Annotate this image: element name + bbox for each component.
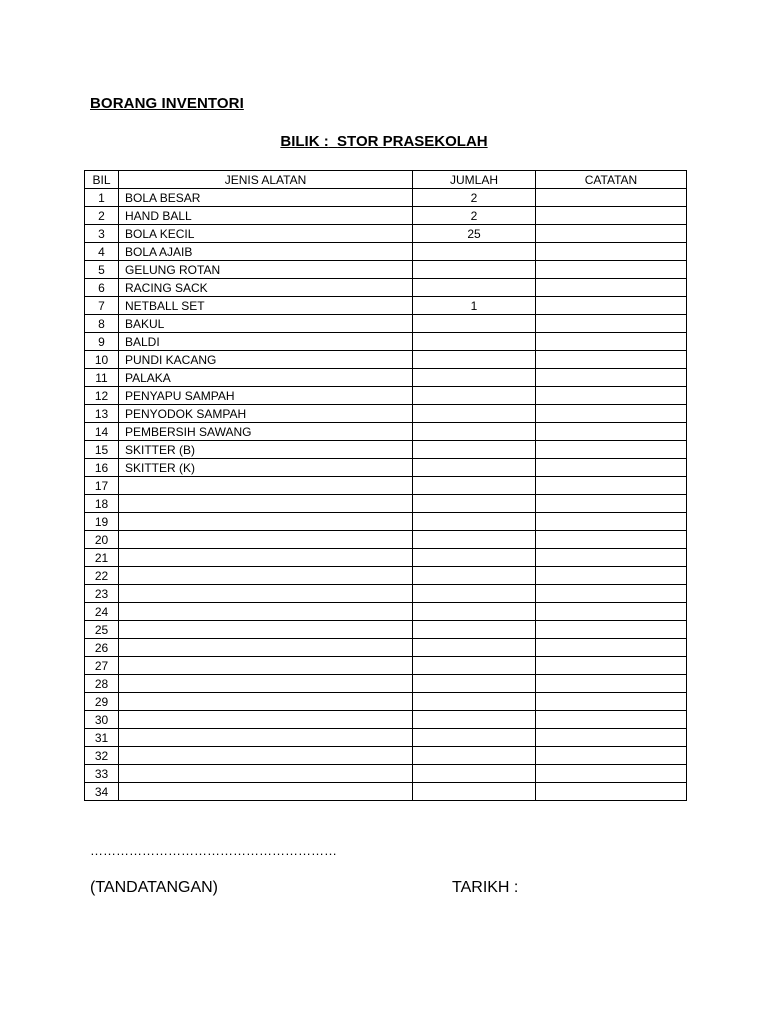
table-row [85,369,687,387]
item-name-cell [119,765,413,783]
row-number-cell: 1 [85,189,119,207]
table-row [85,315,687,333]
table-row [85,675,687,693]
row-number-cell: 32 [85,747,119,765]
item-name-cell [119,747,413,765]
table-row [85,567,687,585]
table-row [85,747,687,765]
quantity-cell [413,405,536,423]
table-row [85,387,687,405]
signature-line: ………………………………………………… [90,843,337,858]
table-row [85,603,687,621]
quantity-cell [413,729,536,747]
room-name: STOR PRASEKOLAH [337,133,488,150]
quantity-cell [413,585,536,603]
note-cell [536,225,687,243]
table-row [85,513,687,531]
row-number-cell: 27 [85,657,119,675]
note-cell [536,243,687,261]
row-number-cell: 31 [85,729,119,747]
item-name-cell [119,531,413,549]
table-row [85,207,687,225]
item-name-cell: NETBALL SET [119,297,413,315]
quantity-cell [413,315,536,333]
item-name-cell: BALDI [119,333,413,351]
item-name-cell [119,783,413,801]
item-name-cell [119,657,413,675]
note-cell [536,729,687,747]
table-row [85,351,687,369]
quantity-cell [413,747,536,765]
row-number-cell: 8 [85,315,119,333]
note-cell [536,621,687,639]
quantity-cell [413,621,536,639]
note-cell [536,549,687,567]
table-row [85,477,687,495]
table-row [85,657,687,675]
item-name-cell: RACING SACK [119,279,413,297]
note-cell [536,459,687,477]
item-name-cell [119,603,413,621]
row-number-cell: 25 [85,621,119,639]
note-cell [536,297,687,315]
quantity-cell [413,549,536,567]
inventory-table [84,170,687,801]
table-row [85,459,687,477]
item-name-cell [119,495,413,513]
quantity-cell: 25 [413,225,536,243]
note-cell [536,585,687,603]
table-row [85,531,687,549]
item-name-cell [119,477,413,495]
table-row [85,765,687,783]
item-name-cell: BAKUL [119,315,413,333]
quantity-cell [413,711,536,729]
quantity-cell [413,513,536,531]
row-number-cell: 14 [85,423,119,441]
table-row [85,549,687,567]
table-row [85,243,687,261]
document-title: BORANG INVENTORI [90,95,244,112]
quantity-cell [413,765,536,783]
item-name-cell: BOLA AJAIB [119,243,413,261]
quantity-cell [413,639,536,657]
note-cell [536,189,687,207]
row-number-cell: 4 [85,243,119,261]
row-number-cell: 11 [85,369,119,387]
row-number-cell: 29 [85,693,119,711]
row-number-cell: 10 [85,351,119,369]
item-name-cell: SKITTER (B) [119,441,413,459]
quantity-cell [413,261,536,279]
item-name-cell: BOLA BESAR [119,189,413,207]
row-number-cell: 22 [85,567,119,585]
table-row [85,783,687,801]
quantity-cell [413,477,536,495]
note-cell [536,567,687,585]
note-cell [536,333,687,351]
quantity-cell [413,675,536,693]
header-note: CATATAN [536,171,687,189]
quantity-cell [413,657,536,675]
row-number-cell: 18 [85,495,119,513]
note-cell [536,441,687,459]
item-name-cell: PEMBERSIH SAWANG [119,423,413,441]
table-row [85,333,687,351]
header-no: BIL [85,171,119,189]
row-number-cell: 16 [85,459,119,477]
item-name-cell: PALAKA [119,369,413,387]
row-number-cell: 3 [85,225,119,243]
item-name-cell: BOLA KECIL [119,225,413,243]
quantity-cell [413,351,536,369]
header-qty: JUMLAH [413,171,536,189]
note-cell [536,387,687,405]
quantity-cell [413,279,536,297]
note-cell [536,693,687,711]
note-cell [536,513,687,531]
note-cell [536,711,687,729]
header-item: JENIS ALATAN [119,171,413,189]
row-number-cell: 17 [85,477,119,495]
table-row [85,423,687,441]
signature-label: (TANDATANGAN) [90,879,218,896]
row-number-cell: 6 [85,279,119,297]
note-cell [536,279,687,297]
item-name-cell: PENYODOK SAMPAH [119,405,413,423]
table-row [85,279,687,297]
row-number-cell: 30 [85,711,119,729]
table-row [85,225,687,243]
note-cell [536,603,687,621]
item-name-cell [119,693,413,711]
quantity-cell: 1 [413,297,536,315]
note-cell [536,405,687,423]
table-row [85,495,687,513]
quantity-cell [413,441,536,459]
item-name-cell [119,585,413,603]
table-row [85,405,687,423]
note-cell [536,657,687,675]
row-number-cell: 5 [85,261,119,279]
quantity-cell [413,423,536,441]
note-cell [536,207,687,225]
note-cell [536,747,687,765]
table-row [85,441,687,459]
note-cell [536,351,687,369]
item-name-cell [119,675,413,693]
note-cell [536,639,687,657]
item-name-cell [119,729,413,747]
row-number-cell: 28 [85,675,119,693]
quantity-cell [413,333,536,351]
item-name-cell: GELUNG ROTAN [119,261,413,279]
table-header-row [85,171,687,189]
row-number-cell: 2 [85,207,119,225]
note-cell [536,783,687,801]
quantity-cell [413,783,536,801]
row-number-cell: 21 [85,549,119,567]
quantity-cell: 2 [413,207,536,225]
note-cell [536,765,687,783]
note-cell [536,315,687,333]
table-body [85,189,687,801]
item-name-cell: PUNDI KACANG [119,351,413,369]
quantity-cell [413,567,536,585]
row-number-cell: 34 [85,783,119,801]
row-number-cell: 12 [85,387,119,405]
quantity-cell [413,459,536,477]
row-number-cell: 26 [85,639,119,657]
row-number-cell: 33 [85,765,119,783]
table-row [85,189,687,207]
row-number-cell: 7 [85,297,119,315]
note-cell [536,423,687,441]
date-label: TARIKH : [452,879,519,896]
note-cell [536,675,687,693]
row-number-cell: 13 [85,405,119,423]
note-cell [536,369,687,387]
note-cell [536,261,687,279]
item-name-cell: PENYAPU SAMPAH [119,387,413,405]
table-row [85,729,687,747]
item-name-cell [119,621,413,639]
note-cell [536,477,687,495]
quantity-cell: 2 [413,189,536,207]
table-row [85,693,687,711]
table-row [85,585,687,603]
item-name-cell: SKITTER (K) [119,459,413,477]
row-number-cell: 20 [85,531,119,549]
table-row [85,261,687,279]
row-number-cell: 15 [85,441,119,459]
table-row [85,297,687,315]
item-name-cell [119,639,413,657]
row-number-cell: 24 [85,603,119,621]
quantity-cell [413,603,536,621]
table-row [85,711,687,729]
quantity-cell [413,495,536,513]
quantity-cell [413,531,536,549]
table-row [85,621,687,639]
quantity-cell [413,243,536,261]
table-row [85,639,687,657]
item-name-cell [119,513,413,531]
quantity-cell [413,369,536,387]
quantity-cell [413,693,536,711]
item-name-cell [119,549,413,567]
room-heading [0,133,768,150]
row-number-cell: 23 [85,585,119,603]
item-name-cell [119,567,413,585]
quantity-cell [413,387,536,405]
note-cell [536,531,687,549]
item-name-cell: HAND BALL [119,207,413,225]
item-name-cell [119,711,413,729]
row-number-cell: 19 [85,513,119,531]
row-number-cell: 9 [85,333,119,351]
room-label: BILIK : [280,133,329,150]
note-cell [536,495,687,513]
